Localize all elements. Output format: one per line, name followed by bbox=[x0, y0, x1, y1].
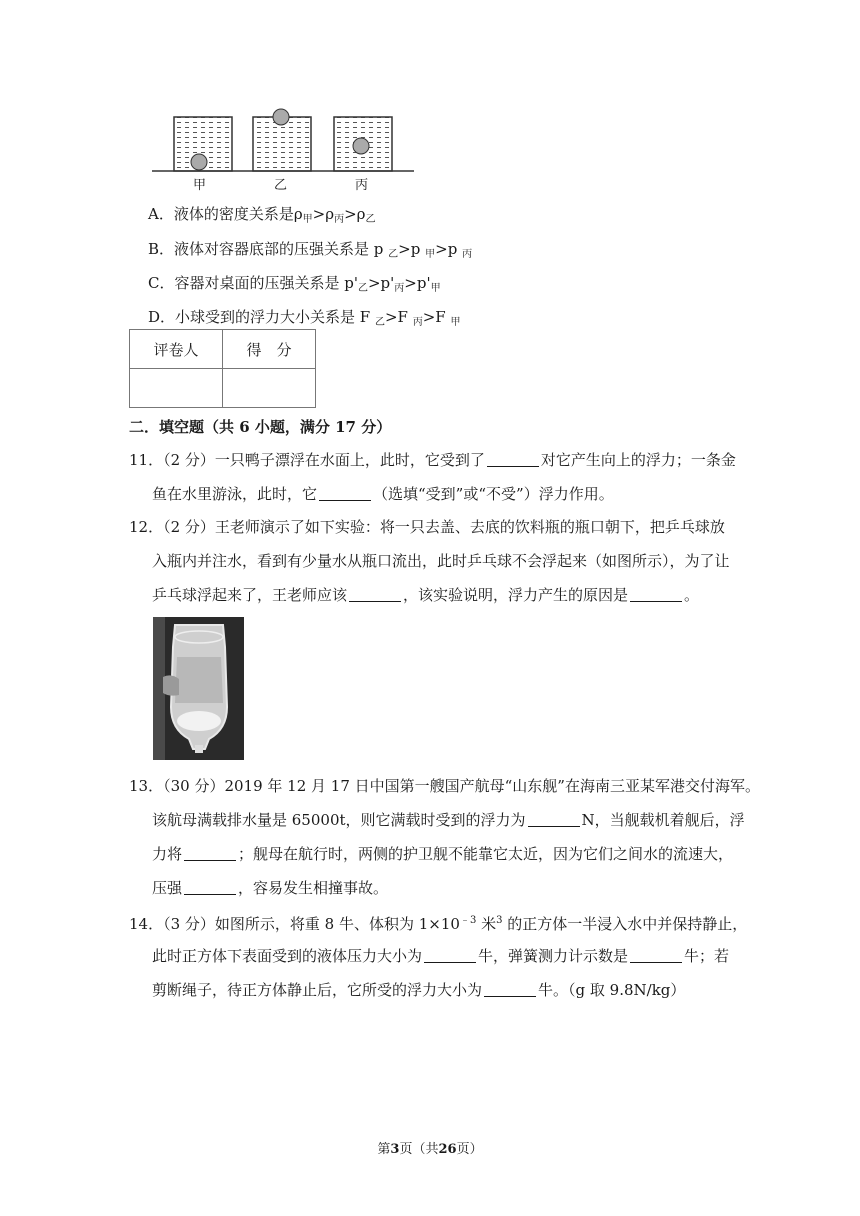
q13-line3: 力将 ；舰母在航行时，两侧的护卫舰不能靠它太近，因为它们之间水的流速大， bbox=[152, 845, 734, 863]
bottle-photo bbox=[153, 617, 244, 760]
q11-blank1 bbox=[487, 452, 539, 467]
option-d: D．小球受到的浮力大小关系是 F $_乙$>F $_丙$>F $_甲$ bbox=[148, 308, 461, 328]
reviewer-cell bbox=[130, 369, 223, 408]
q11-line1: 11．（2 分）一只鸭子漂浮在水面上，此时，它受到了 对它产生向上的浮力；一条金 bbox=[129, 451, 736, 469]
q14-blank1 bbox=[424, 948, 476, 963]
figure-label-jia: 甲 bbox=[193, 178, 207, 193]
option-c: C．容器对桌面的压强关系是 $p'_乙>p'_丙>p'_甲$ bbox=[148, 274, 441, 294]
q12-blank2 bbox=[630, 587, 682, 602]
q14-blank2 bbox=[630, 948, 682, 963]
q11-line2: 鱼在水里游泳，此时，它 （选填“受到”或“不受”）浮力作用。 bbox=[152, 485, 614, 503]
grading-table bbox=[129, 329, 316, 408]
figure-label-yi: 乙 bbox=[274, 178, 288, 193]
figure-label-bing: 丙 bbox=[355, 178, 369, 193]
total-pages: 26 bbox=[438, 1142, 457, 1157]
q13-line1: 13．（30 分）2019 年 12 月 17 日中国第一艘国产航母“山东舰”在海南三亚某军港交付海军。 bbox=[129, 777, 760, 795]
q14-blank3 bbox=[484, 982, 536, 997]
q13-blank1 bbox=[528, 812, 580, 827]
option-a: A．液体的密度关系是$\rho_甲>\rho_丙>\rho_乙$ bbox=[148, 205, 376, 225]
page-number: 3 bbox=[390, 1142, 400, 1157]
q14-line2: 此时正方体下表面受到的液体压力大小为 牛，弹簧测力计示数是 牛；若 bbox=[152, 947, 730, 965]
score-cell bbox=[223, 369, 316, 408]
q13-line4: 压强 ，容易发生相撞事故。 bbox=[152, 879, 389, 897]
q12-line1: 12．（2 分）王老师演示了如下实验：将一只去盖、去底的饮料瓶的瓶口朝下，把乒乓球放 bbox=[129, 518, 725, 536]
page-footer: 第3页（共26页） bbox=[377, 1142, 483, 1157]
score-label: 得 分 bbox=[223, 330, 316, 369]
reviewer-label: 评卷人 bbox=[130, 330, 223, 369]
ball-jia bbox=[191, 154, 207, 170]
q12-line2: 入瓶内并注水，看到有少量水从瓶口流出，此时乒乓球不会浮起来（如图所示），为了让 bbox=[152, 552, 730, 570]
q14-line1: 14．（3 分）如图所示，将重 8 牛、体积为 $1\times 10^{﹣3}$ 米$^3$ 的正方体一半浸入水中并保持静止， bbox=[129, 915, 748, 933]
q13-blank2 bbox=[184, 846, 236, 861]
section-title: 二．填空题（共 6 小题，满分 17 分） bbox=[129, 418, 392, 436]
q12-line3: 乒乓球浮起来了，王老师应该 ，该实验说明，浮力产生的原因是 。 bbox=[152, 586, 700, 604]
q14-line3: 剪断绳子，待正方体静止后，它所受的浮力大小为 牛。（g 取 9.8N/kg） bbox=[152, 981, 686, 999]
q11-blank2 bbox=[319, 486, 371, 501]
q13-line2: 该航母满载排水量是 65000t，则它满载时受到的浮力为 N，当舰载机着舰后，浮 bbox=[152, 811, 745, 829]
ball-bing bbox=[353, 138, 369, 154]
ball-yi bbox=[273, 109, 289, 125]
q12-blank1 bbox=[349, 587, 401, 602]
option-b: B．液体对容器底部的压强关系是 p $_乙$>p $_甲$>p $_丙$ bbox=[148, 240, 473, 260]
q13-blank3 bbox=[184, 880, 236, 895]
